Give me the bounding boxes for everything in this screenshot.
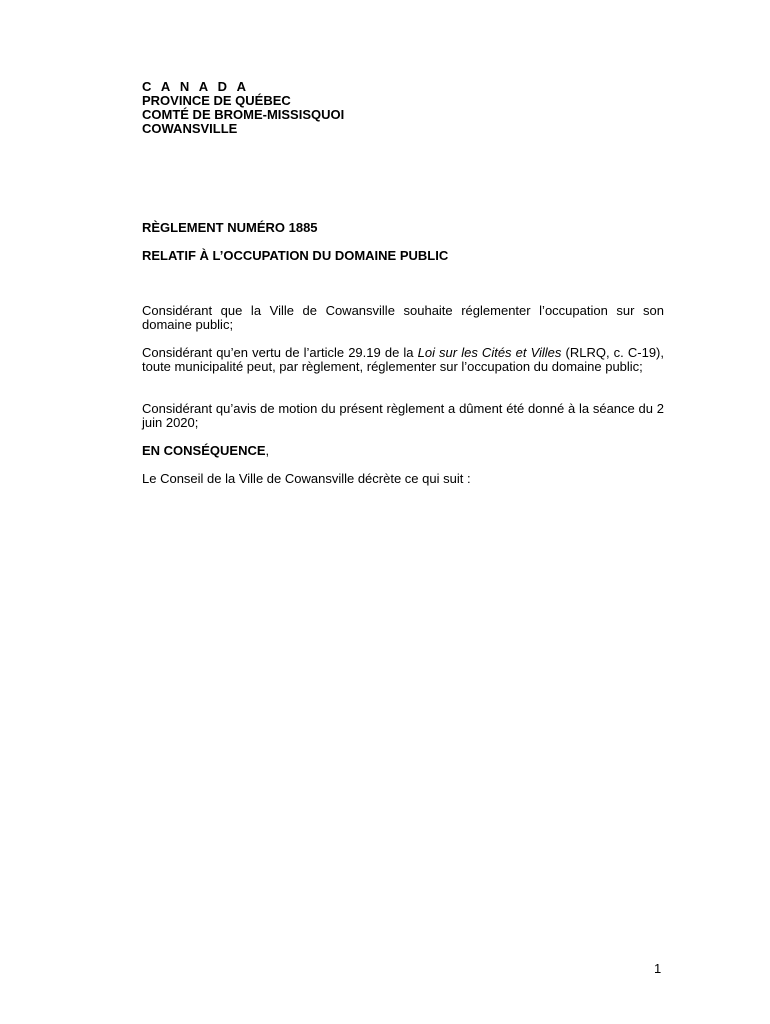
regulation-number: RÈGLEMENT NUMÉRO 1885 <box>142 220 318 235</box>
country-line: C A N A D A <box>142 79 250 94</box>
county-line: COMTÉ DE BROME-MISSISQUOI <box>142 107 345 122</box>
paragraph-whereas-2 <box>142 346 664 374</box>
page-number: 1 <box>654 961 662 976</box>
regulation-subject: RELATIF À L’OCCUPATION DU DOMAINE PUBLIC <box>142 248 449 263</box>
consequence-label: EN CONSÉQUENCE <box>142 443 266 458</box>
paragraph-decree: Le Conseil de la Ville de Cowansville décrète ce qui suit : <box>142 471 471 486</box>
paragraph-whereas-3: Considérant qu’avis de motion du présent règlement a dûment été donné à la séance du 2 juin 2020; <box>142 401 664 430</box>
paragraph-text: Considérant qu’en vertu de l’article 29.19 de la <box>142 345 418 360</box>
consequence-punct: , <box>265 443 270 458</box>
consequence-heading <box>142 444 664 458</box>
paragraph-whereas-1: Considérant que la Ville de Cowansville souhaite réglementer l’occupation sur son domaine public; <box>142 303 664 332</box>
province-line: PROVINCE DE QUÉBEC <box>142 93 291 108</box>
jurisdiction-header <box>142 80 344 136</box>
paragraph-text: (RLRQ, c. C-19), toute municipalité peut, par règlement, réglementer sur l’occupation du domaine public; <box>142 345 665 374</box>
law-title: Loi sur les Cités et Villes <box>417 345 562 360</box>
city-line: COWANSVILLE <box>142 121 238 136</box>
